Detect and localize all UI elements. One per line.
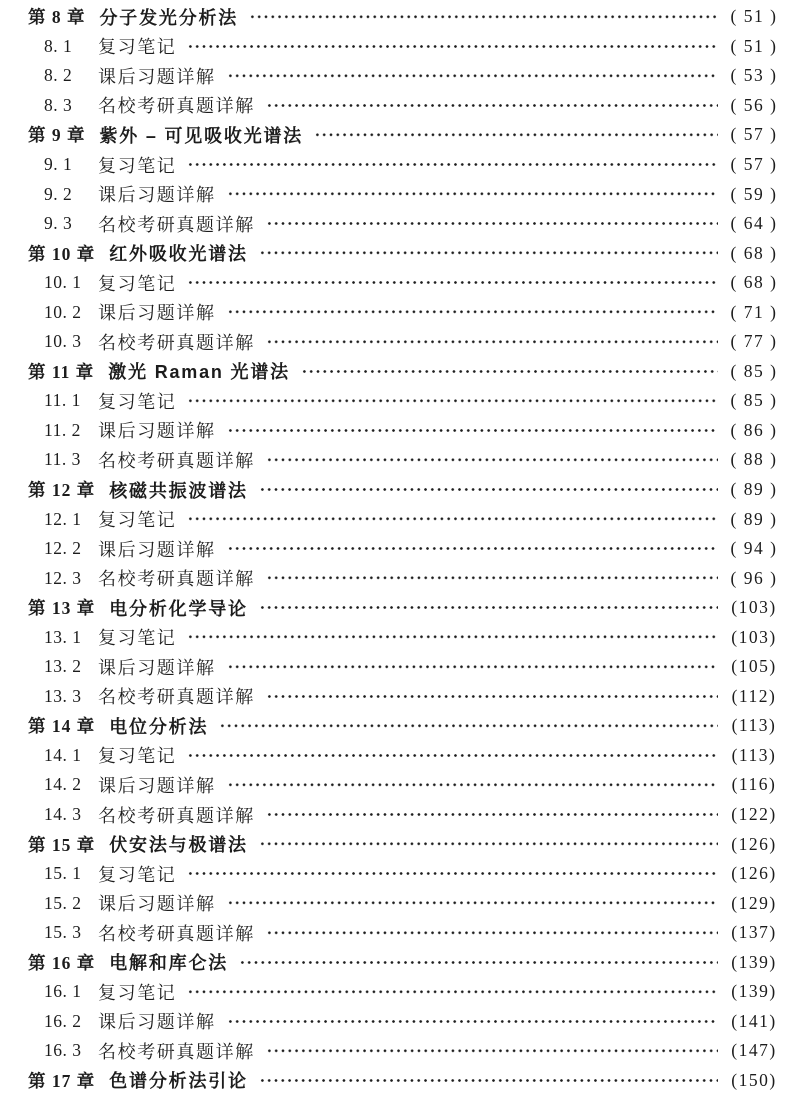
toc-chapter-row [0,238,790,268]
chapter-title: 分子发光分析法 [99,7,239,28]
page-number: ( 56 ) [730,94,778,115]
section-title: 课后习题详解 [98,539,216,560]
dot-leader [301,357,718,387]
dot-leader [266,1036,718,1066]
section-title: 复习笔记 [98,628,177,649]
page-number: (147) [731,1040,777,1061]
toc-chapter-row [0,711,790,741]
dot-leader [227,61,718,91]
page-number: (137) [731,922,777,943]
section-title: 课后习题详解 [98,185,216,206]
section-title: 名校考研真题详解 [98,450,255,471]
section-number: 13. 2 [44,656,82,677]
toc-chapter-row [0,2,790,32]
section-title: 名校考研真题详解 [98,805,255,826]
section-number: 15. 1 [44,863,82,884]
page-number: ( 57 ) [730,124,778,145]
dot-leader [259,475,718,505]
chapter-number: 第 16 章 [28,952,96,973]
page-number: (122) [731,804,777,825]
section-title: 课后习题详解 [98,1012,216,1033]
page-number: ( 64 ) [730,213,778,234]
section-title: 课后习题详解 [98,775,216,796]
section-title: 复习笔记 [98,746,177,767]
section-number: 13. 1 [44,626,82,647]
page-number: ( 89 ) [730,479,778,500]
dot-leader [227,888,718,918]
section-number: 12. 1 [44,508,82,529]
chapter-title: 激光 Raman 光谱法 [108,362,290,383]
dot-leader [239,948,718,978]
section-title: 课后习题详解 [98,657,216,678]
toc-chapter-row [0,829,790,859]
chapter-number: 第 8 章 [28,7,86,28]
chapter-number: 第 11 章 [28,361,95,382]
page-number: ( 59 ) [730,183,778,204]
chapter-title: 伏安法与极谱法 [109,835,248,856]
toc-section-row [0,800,790,830]
toc-chapter-row [0,1066,790,1095]
toc-section-row [0,150,790,180]
section-title: 课后习题详解 [98,894,216,915]
dot-leader [187,622,718,652]
section-number: 8. 1 [44,35,73,56]
section-title: 复习笔记 [98,391,177,412]
section-number: 8. 3 [44,94,73,115]
section-number: 8. 2 [44,65,73,86]
section-title: 名校考研真题详解 [98,1041,255,1062]
toc-section-row [0,61,790,91]
section-title: 复习笔记 [98,510,177,531]
section-number: 10. 2 [44,301,82,322]
page-number: (126) [731,833,777,854]
section-title: 名校考研真题详解 [98,214,255,235]
dot-leader [266,327,718,357]
page-number: (141) [731,1010,777,1031]
toc-section-row [0,386,790,416]
page-number: ( 85 ) [730,390,778,411]
chapter-number: 第 14 章 [28,716,96,737]
chapter-title: 电位分析法 [109,716,209,737]
toc-section-row [0,859,790,889]
toc-section-row [0,918,790,948]
page-number: ( 57 ) [730,154,778,174]
chapter-title: 电解和库仑法 [109,953,229,974]
chapter-number: 第 9 章 [28,125,86,146]
page-number: ( 53 ) [730,65,778,86]
dot-leader [266,918,718,948]
page-number: (126) [731,863,777,884]
section-number: 12. 3 [44,567,82,588]
page-number: (113) [731,744,777,765]
section-number: 14. 2 [44,774,82,795]
toc-section-row [0,563,790,593]
toc-section-row [0,416,790,446]
toc-section-row [0,741,790,771]
section-title: 课后习题详解 [98,303,216,324]
page-number: (129) [731,892,777,913]
page-number: ( 86 ) [730,419,778,440]
dot-leader [187,386,718,416]
section-title: 复习笔记 [98,864,177,885]
toc-section-row [0,770,790,800]
toc-section-row [0,1007,790,1037]
dot-leader [227,1007,718,1037]
dot-leader [227,416,718,446]
section-number: 10. 1 [44,272,82,293]
dot-leader [219,711,718,741]
chapter-title: 紫外 – 可见吸收光谱法 [99,125,304,146]
toc-section-row [0,268,790,298]
section-title: 课后习题详解 [98,66,216,87]
section-title: 名校考研真题详解 [98,569,255,590]
chapter-number: 第 17 章 [28,1070,96,1091]
dot-leader [266,682,718,712]
page-number: ( 88 ) [730,449,778,470]
toc-chapter-row [0,120,790,150]
page-number: (113) [731,715,777,736]
dot-leader [187,504,718,534]
dot-leader [314,120,718,150]
section-number: 9. 3 [44,213,73,234]
toc-section-row [0,682,790,712]
chapter-title: 红外吸收光谱法 [109,244,248,265]
page-number: ( 96 ) [730,567,778,588]
page-number: ( 89 ) [730,508,778,529]
section-number: 12. 2 [44,538,82,559]
section-number: 9. 1 [44,154,73,174]
dot-leader [187,268,718,298]
toc-chapter-row [0,593,790,623]
dot-leader [249,2,718,32]
page-number: (112) [731,685,777,706]
toc-section-row [0,179,790,209]
page-number: ( 51 ) [730,35,778,56]
toc-section-row [0,297,790,327]
section-title: 名校考研真题详解 [98,687,255,708]
section-title: 名校考研真题详解 [98,923,255,944]
toc-chapter-row [0,948,790,978]
page-number: ( 71 ) [730,301,778,322]
toc-section-row [0,209,790,239]
dot-leader [187,32,718,62]
section-title: 复习笔记 [98,982,177,1003]
section-number: 11. 3 [44,449,81,470]
dot-leader [187,741,718,771]
dot-leader [227,770,718,800]
section-number: 14. 1 [44,744,82,765]
section-number: 16. 1 [44,981,82,1002]
page-number: (105) [731,656,777,677]
section-number: 11. 1 [44,390,81,411]
toc-section-row [0,622,790,652]
dot-leader [227,534,718,564]
chapter-title: 色谱分析法引论 [109,1071,248,1092]
section-number: 9. 2 [44,183,73,204]
dot-leader [266,563,718,593]
page-number: (139) [731,981,777,1002]
dot-leader [227,652,718,682]
section-title: 名校考研真题详解 [98,332,255,353]
section-title: 复习笔记 [98,155,177,176]
section-number: 16. 3 [44,1040,82,1061]
toc-section-row [0,977,790,1007]
chapter-title: 核磁共振波谱法 [109,480,248,501]
dot-leader [259,829,718,859]
dot-leader [227,179,718,209]
toc-section-row [0,32,790,62]
dot-leader [259,238,718,268]
section-number: 15. 2 [44,892,82,913]
chapter-number: 第 13 章 [28,598,96,619]
page-number: (116) [731,774,777,795]
page-number: (103) [731,626,777,647]
toc-section-row [0,327,790,357]
dot-leader [187,977,718,1007]
dot-leader [266,800,718,830]
dot-leader [259,1066,718,1095]
page-number: (103) [731,597,777,618]
chapter-number: 第 15 章 [28,834,96,855]
section-number: 10. 3 [44,331,82,352]
section-title: 复习笔记 [98,273,177,294]
section-title: 课后习题详解 [98,421,216,442]
toc-section-row [0,652,790,682]
toc-section-row [0,1036,790,1066]
toc-section-row [0,445,790,475]
toc-section-row [0,504,790,534]
page-number: (139) [731,951,777,972]
toc-chapter-row [0,357,790,387]
dot-leader [266,91,718,121]
dot-leader [187,150,718,180]
dot-leader [259,593,718,623]
dot-leader [266,445,718,475]
section-title: 名校考研真题详解 [98,96,255,117]
toc-section-row [0,91,790,121]
dot-leader [227,297,718,327]
chapter-title: 电分析化学导论 [109,598,248,619]
section-number: 16. 2 [44,1010,82,1031]
section-title: 复习笔记 [98,37,177,58]
toc-section-row [0,888,790,918]
page-number: ( 68 ) [730,242,778,263]
toc-section-row [0,534,790,564]
page-number: ( 77 ) [730,331,778,352]
page-number: ( 68 ) [730,272,778,293]
section-number: 14. 3 [44,804,82,825]
page-number: ( 85 ) [730,360,778,381]
page-number: (150) [731,1069,777,1090]
dot-leader [187,859,718,889]
toc-chapter-row [0,475,790,505]
page-number: ( 94 ) [730,538,778,559]
section-number: 11. 2 [44,419,81,440]
dot-leader [266,209,718,239]
table-of-contents [0,2,790,1095]
section-number: 15. 3 [44,922,82,943]
page-number: ( 51 ) [730,6,778,27]
chapter-number: 第 10 章 [28,243,96,264]
chapter-number: 第 12 章 [28,480,96,501]
section-number: 13. 3 [44,685,82,706]
